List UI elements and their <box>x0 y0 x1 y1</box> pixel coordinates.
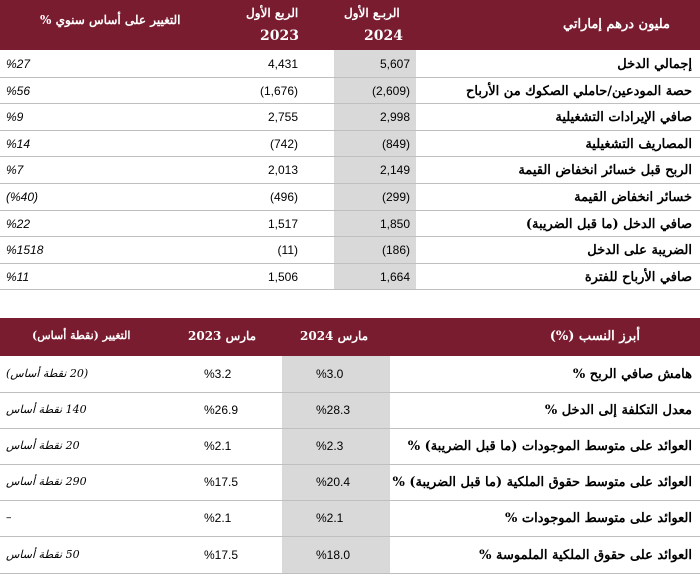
value-2023: 4,431 <box>267 57 298 71</box>
ratio-row <box>0 537 700 574</box>
ratio-row <box>0 392 700 429</box>
value-change: %1518 <box>6 243 44 258</box>
ratio-2024: %20.4 <box>316 475 351 490</box>
ratios-table-header <box>0 318 700 356</box>
header-change-col: التغيير على أساس سنوي % <box>40 13 181 27</box>
ratio-change: 20 نقطة أساس <box>6 439 80 453</box>
value-change: %14 <box>6 136 31 151</box>
ratio-2023: %2.1 <box>204 439 232 454</box>
value-2023: 2,013 <box>267 163 298 178</box>
ratio-label: العوائد على متوسط الموجودات (ما قبل الضريبة) % <box>407 439 692 455</box>
value-2023: (742) <box>269 136 298 151</box>
value-change: %11 <box>6 269 30 284</box>
value-2024: (2,609) <box>371 83 410 98</box>
row-label: المصاريف التشغيلية <box>585 136 692 152</box>
ratio-change: 140 نقطة أساس <box>6 403 87 417</box>
value-2024: (299) <box>381 190 410 204</box>
ratio-2023: %17.5 <box>204 475 239 490</box>
value-2024: (849) <box>381 136 410 151</box>
income-row <box>0 210 700 238</box>
value-2024: 1,664 <box>379 269 410 284</box>
ratios-header-change: التغيير (نقطة أساس) <box>32 329 131 342</box>
value-2023: (496) <box>269 190 298 204</box>
row-label: الضريبة على الدخل <box>587 243 692 259</box>
ratio-2023: %3.2 <box>204 367 232 381</box>
ratio-2024: %18.0 <box>316 547 351 562</box>
ratio-row <box>0 356 700 393</box>
ratio-2024: %28.3 <box>316 403 351 418</box>
ratio-label: معدل التكلفة إلى الدخل % <box>544 403 692 419</box>
ratio-label: العوائد على متوسط الموجودات % <box>505 511 692 527</box>
value-change: %27 <box>6 57 31 71</box>
income-row <box>0 50 700 78</box>
ratio-label: العوائد على حقوق الملكية الملموسة % <box>479 547 692 563</box>
ratios-header-2023: مارس 2023 <box>188 329 257 343</box>
ratio-2023: %2.1 <box>204 511 232 526</box>
header-2024-line2: 2024 <box>364 28 403 44</box>
income-table-header <box>0 0 700 50</box>
row-label: خسائر انخفاض القيمة <box>574 190 692 205</box>
income-row <box>0 103 700 131</box>
value-2023: (11) <box>277 243 298 258</box>
ratio-row <box>0 428 700 465</box>
row-label: الربح قبل خسائر انخفاض القيمة <box>518 163 692 179</box>
value-change: %7 <box>6 163 24 178</box>
ratio-change: (20 نقطة أساس) <box>6 367 89 380</box>
value-2024: 2,149 <box>379 163 410 178</box>
header-2023-line1: الربع الأول <box>246 6 299 20</box>
header-2023-line2: 2023 <box>260 28 299 44</box>
row-label: صافي الأرباح للفترة <box>584 269 692 285</box>
income-row <box>0 183 700 211</box>
value-2023: 2,755 <box>267 110 298 125</box>
ratio-2024: %2.3 <box>316 439 344 454</box>
value-2024: (186) <box>381 243 410 258</box>
value-2023: 1,506 <box>267 269 298 284</box>
income-row <box>0 263 700 291</box>
value-2023: (1,676) <box>259 83 298 98</box>
row-label: حصة المودعين/حاملي الصكوك من الأرباح <box>466 83 692 99</box>
row-label: صافي الدخل (ما قبل الضريبة) <box>525 216 692 232</box>
ratios-header-2024: مارس 2024 <box>300 329 369 343</box>
ratio-label: هامش صافي الربح % <box>572 367 692 382</box>
ratio-change: – <box>6 511 12 525</box>
value-2024: 2,998 <box>379 110 410 125</box>
value-change: %9 <box>6 110 24 125</box>
header-2024-line1: الربـع الأول <box>344 6 400 20</box>
row-label: صافي الإيرادات التشغيلية <box>555 110 692 126</box>
value-change: %22 <box>6 216 31 231</box>
value-2024: 5,607 <box>379 57 410 71</box>
value-change: %56 <box>6 83 31 98</box>
income-row <box>0 236 700 264</box>
ratio-2023: %17.5 <box>204 547 239 562</box>
row-label: إجمالي الدخل <box>617 57 692 72</box>
ratio-row <box>0 500 700 537</box>
income-row <box>0 156 700 184</box>
ratio-change: 50 نقطة أساس <box>6 547 80 561</box>
value-change: (%40) <box>6 190 39 204</box>
ratio-2024: %3.0 <box>316 367 344 381</box>
ratio-label: العوائد على متوسط حقوق الملكية (ما قبل الضريبة) % <box>392 475 692 491</box>
ratio-2023: %26.9 <box>204 403 239 418</box>
ratio-2024: %2.1 <box>316 511 344 526</box>
value-2024: 1,850 <box>379 216 410 231</box>
ratios-table <box>0 318 700 573</box>
ratio-row <box>0 464 700 501</box>
income-row <box>0 77 700 105</box>
ratio-change: 290 نقطة أساس <box>6 475 87 489</box>
header-label-col: مليون درهم إماراتي <box>563 17 670 32</box>
ratios-header-label: أبرز النسب (%) <box>549 329 640 344</box>
value-2023: 1,517 <box>267 216 298 231</box>
income-row <box>0 130 700 158</box>
